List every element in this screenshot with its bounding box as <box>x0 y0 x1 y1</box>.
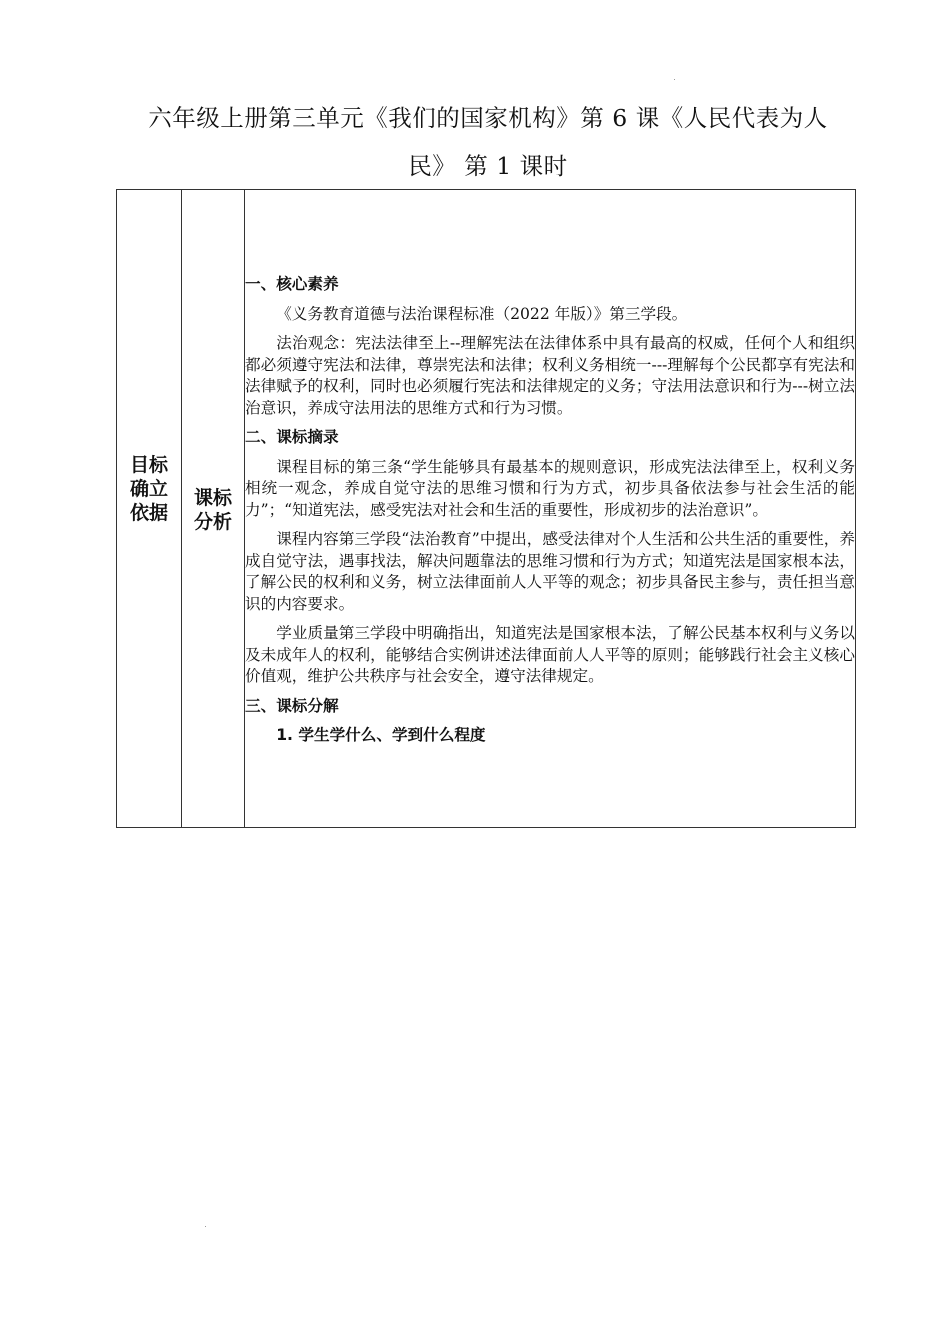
paragraph: 学业质量第三学段中明确指出，知道宪法是国家根本法，了解公民基本权利与义务以及未成年人的权利，能够结合实例讲述法律面前人人平等的原则；能够践行社会主义核心价值观，维护公共秩序与社会安全，遵守法律规定。 <box>245 624 855 686</box>
breakdown-item: 1. 学生学什么、学到什么程度 <box>276 726 486 745</box>
standard-analysis-label: 课标 分析 <box>193 486 232 533</box>
content-cell <box>245 190 856 828</box>
paragraph: 《义务教育道德与法治课程标准（2022 年版）》第三学段。 <box>276 304 688 323</box>
page-title-line-2: 民》 第 1 课时 <box>408 152 568 180</box>
section-heading-core-literacy: 一、核心素养 <box>245 275 339 294</box>
paragraph: 课程内容第三学段“法治教育”中提出，感受法律对个人生活和公共生活的重要性，养成自觉守法，遇事找法，解决问题靠法的思维习惯和行为方式；知道宪法是国家根本法，了解公民的权利和义务，树立法律面前人人平等的观念；初步具备民主参与，责任担当意识的内容要求。 <box>245 530 855 613</box>
table-row <box>117 190 856 828</box>
lesson-design-table <box>116 189 856 828</box>
label-cell-objective-basis <box>117 190 182 828</box>
page-title-line-1: 六年级上册第三单元《我们的国家机构》第 6 课《人民代表为人 <box>148 104 828 132</box>
page-title <box>120 94 856 190</box>
objective-basis-label: 目标 确立 依据 <box>129 453 168 524</box>
paragraph: 法治观念：宪法法律至上--理解宪法在法律体系中具有最高的权威，任何个人和组织都必须遵守宪法和法律，尊崇宪法和法律；权利义务相统一---理解每个公民都享有宪法和法律赋予的权利，同时也必须履行宪法和法律规定的义务；守法用法意识和行为---树立法治意识，养成守法用法的思维方式和行为习惯。 <box>245 334 855 417</box>
paragraph: 课程目标的第三条“学生能够具有最基本的规则意识，形成宪法法律至上，权利义务相统一观念，养成自觉守法的思维习惯和行为方式，初步具备依法参与社会生活的能力”；“知道宪法，感受宪法对社会和生活的重要性，形成初步的法治意识”。 <box>245 457 855 519</box>
scan-speck-bottom <box>205 1226 206 1227</box>
scan-speck-top <box>674 79 675 80</box>
section-heading-standard-excerpt: 二、课标摘录 <box>245 428 339 447</box>
section-heading-standard-breakdown: 三、课标分解 <box>245 696 339 715</box>
label-cell-standard-analysis <box>182 190 245 828</box>
